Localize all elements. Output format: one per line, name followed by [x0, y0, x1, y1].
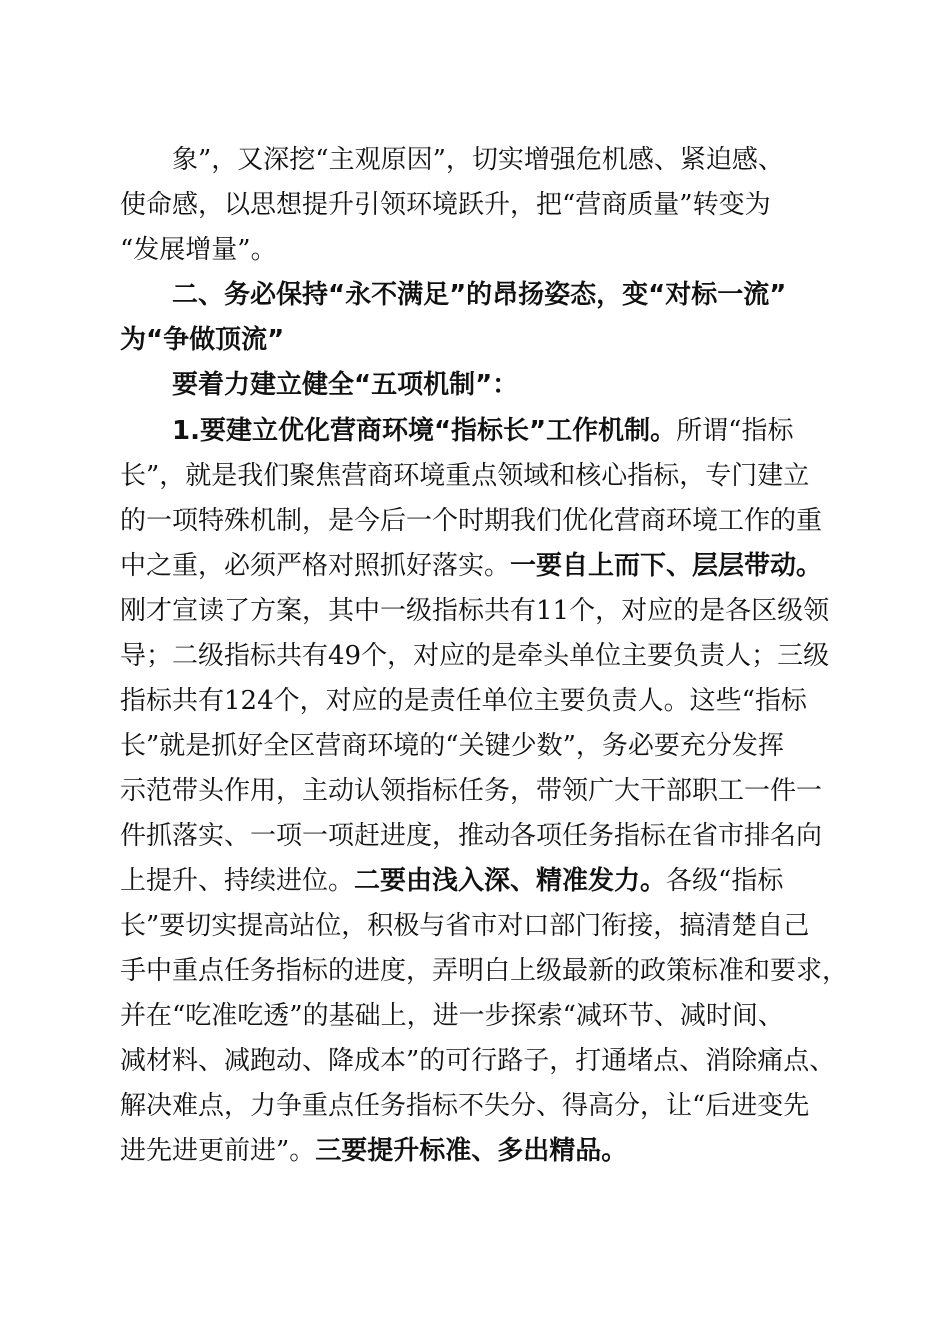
text-line — [120, 904, 840, 948]
text-run: 象”，又深挖“主观原因”，切实增强危机感、紧迫感、 — [172, 145, 784, 175]
text-line — [120, 1039, 840, 1083]
text-line — [120, 1129, 840, 1173]
text-run: 刚才宣读了方案，其中一级指标共有11个，对应的是各区级领 — [120, 596, 830, 626]
text-run: 长”要切实提高站位，积极与省市对口部门衔接，搞清楚自己 — [120, 911, 810, 941]
text-line — [120, 1084, 840, 1128]
text-run: 各级“指标 — [666, 866, 784, 896]
text-run: “发展增量”。 — [120, 235, 277, 265]
text-run: 长”就是抓好全区营商环境的“关键少数”，务必要充分发挥 — [120, 731, 784, 761]
text-line — [120, 949, 849, 993]
section-heading-line — [172, 273, 840, 317]
text-line — [120, 814, 840, 858]
text-line — [120, 859, 840, 903]
text-run: 的一项特殊机制，是今后一个时期我们优化营商环境工作的重 — [120, 506, 823, 536]
text-run: 减材料、减跑动、降成本”的可行路子，打通堵点、消除痛点、 — [120, 1046, 836, 1076]
text-run: 并在“吃准吃透”的基础上，进一步探索“减环节、减时间、 — [120, 1001, 784, 1031]
text-run: 进先进更前进”。 — [120, 1136, 316, 1166]
key-point: 一要自上而下、层层带动。 — [510, 551, 823, 581]
text-run: 指标共有124个，对应的是责任单位主要负责人。这些“指标 — [120, 686, 807, 716]
text-run: 使命感，以思想提升引领环境跃升，把“营商质量”转变为 — [120, 190, 771, 220]
key-point: 三要提升标准、多出精品。 — [315, 1136, 628, 1166]
text-run: 所谓“指标 — [676, 416, 794, 446]
subheading: 要着力建立健全“五项机制”： — [172, 370, 519, 400]
text-run: 件抓落实、一项一项赶进度，推动各项任务指标在省市排名向 — [120, 821, 823, 851]
text-line — [120, 634, 840, 678]
text-run: 导；二级指标共有49个，对应的是牵头单位主要负责人；三级 — [120, 641, 830, 671]
text-line — [120, 544, 840, 588]
text-line — [120, 724, 840, 768]
text-line — [120, 183, 840, 227]
text-line — [120, 499, 840, 543]
text-line — [172, 409, 840, 453]
text-line — [120, 589, 840, 633]
key-point: 二要由浅入深、精准发力。 — [354, 866, 667, 896]
text-line — [120, 679, 840, 723]
section-heading: 二、务必保持“永不满足”的昂扬姿态，变“对标一流” — [172, 280, 787, 310]
text-run: 长”，就是我们聚焦营商环境重点领域和核心指标，专门建立 — [120, 461, 810, 491]
section-heading: 为“争做顶流” — [120, 325, 285, 355]
section-heading-line — [120, 318, 840, 362]
subheading-line — [172, 363, 840, 407]
text-run: 示范带头作用，主动认领指标任务，带领广大干部职工一件一 — [120, 776, 823, 806]
text-line — [120, 454, 840, 498]
text-line — [120, 994, 840, 1038]
text-run: 解决难点，力争重点任务指标不失分、得高分，让“后进变先 — [120, 1091, 810, 1121]
text-run: 手中重点任务指标的进度，弄明白上级最新的政策标准和要求， — [120, 956, 849, 986]
text-line — [172, 138, 840, 182]
text-run: 中之重，必须严格对照抓好落实。 — [120, 551, 511, 581]
text-line — [120, 228, 840, 272]
text-run: 上提升、持续进位。 — [120, 866, 355, 896]
text-line — [120, 769, 840, 813]
item-title: 1.要建立优化营商环境“指标长”工作机制。 — [172, 416, 677, 446]
